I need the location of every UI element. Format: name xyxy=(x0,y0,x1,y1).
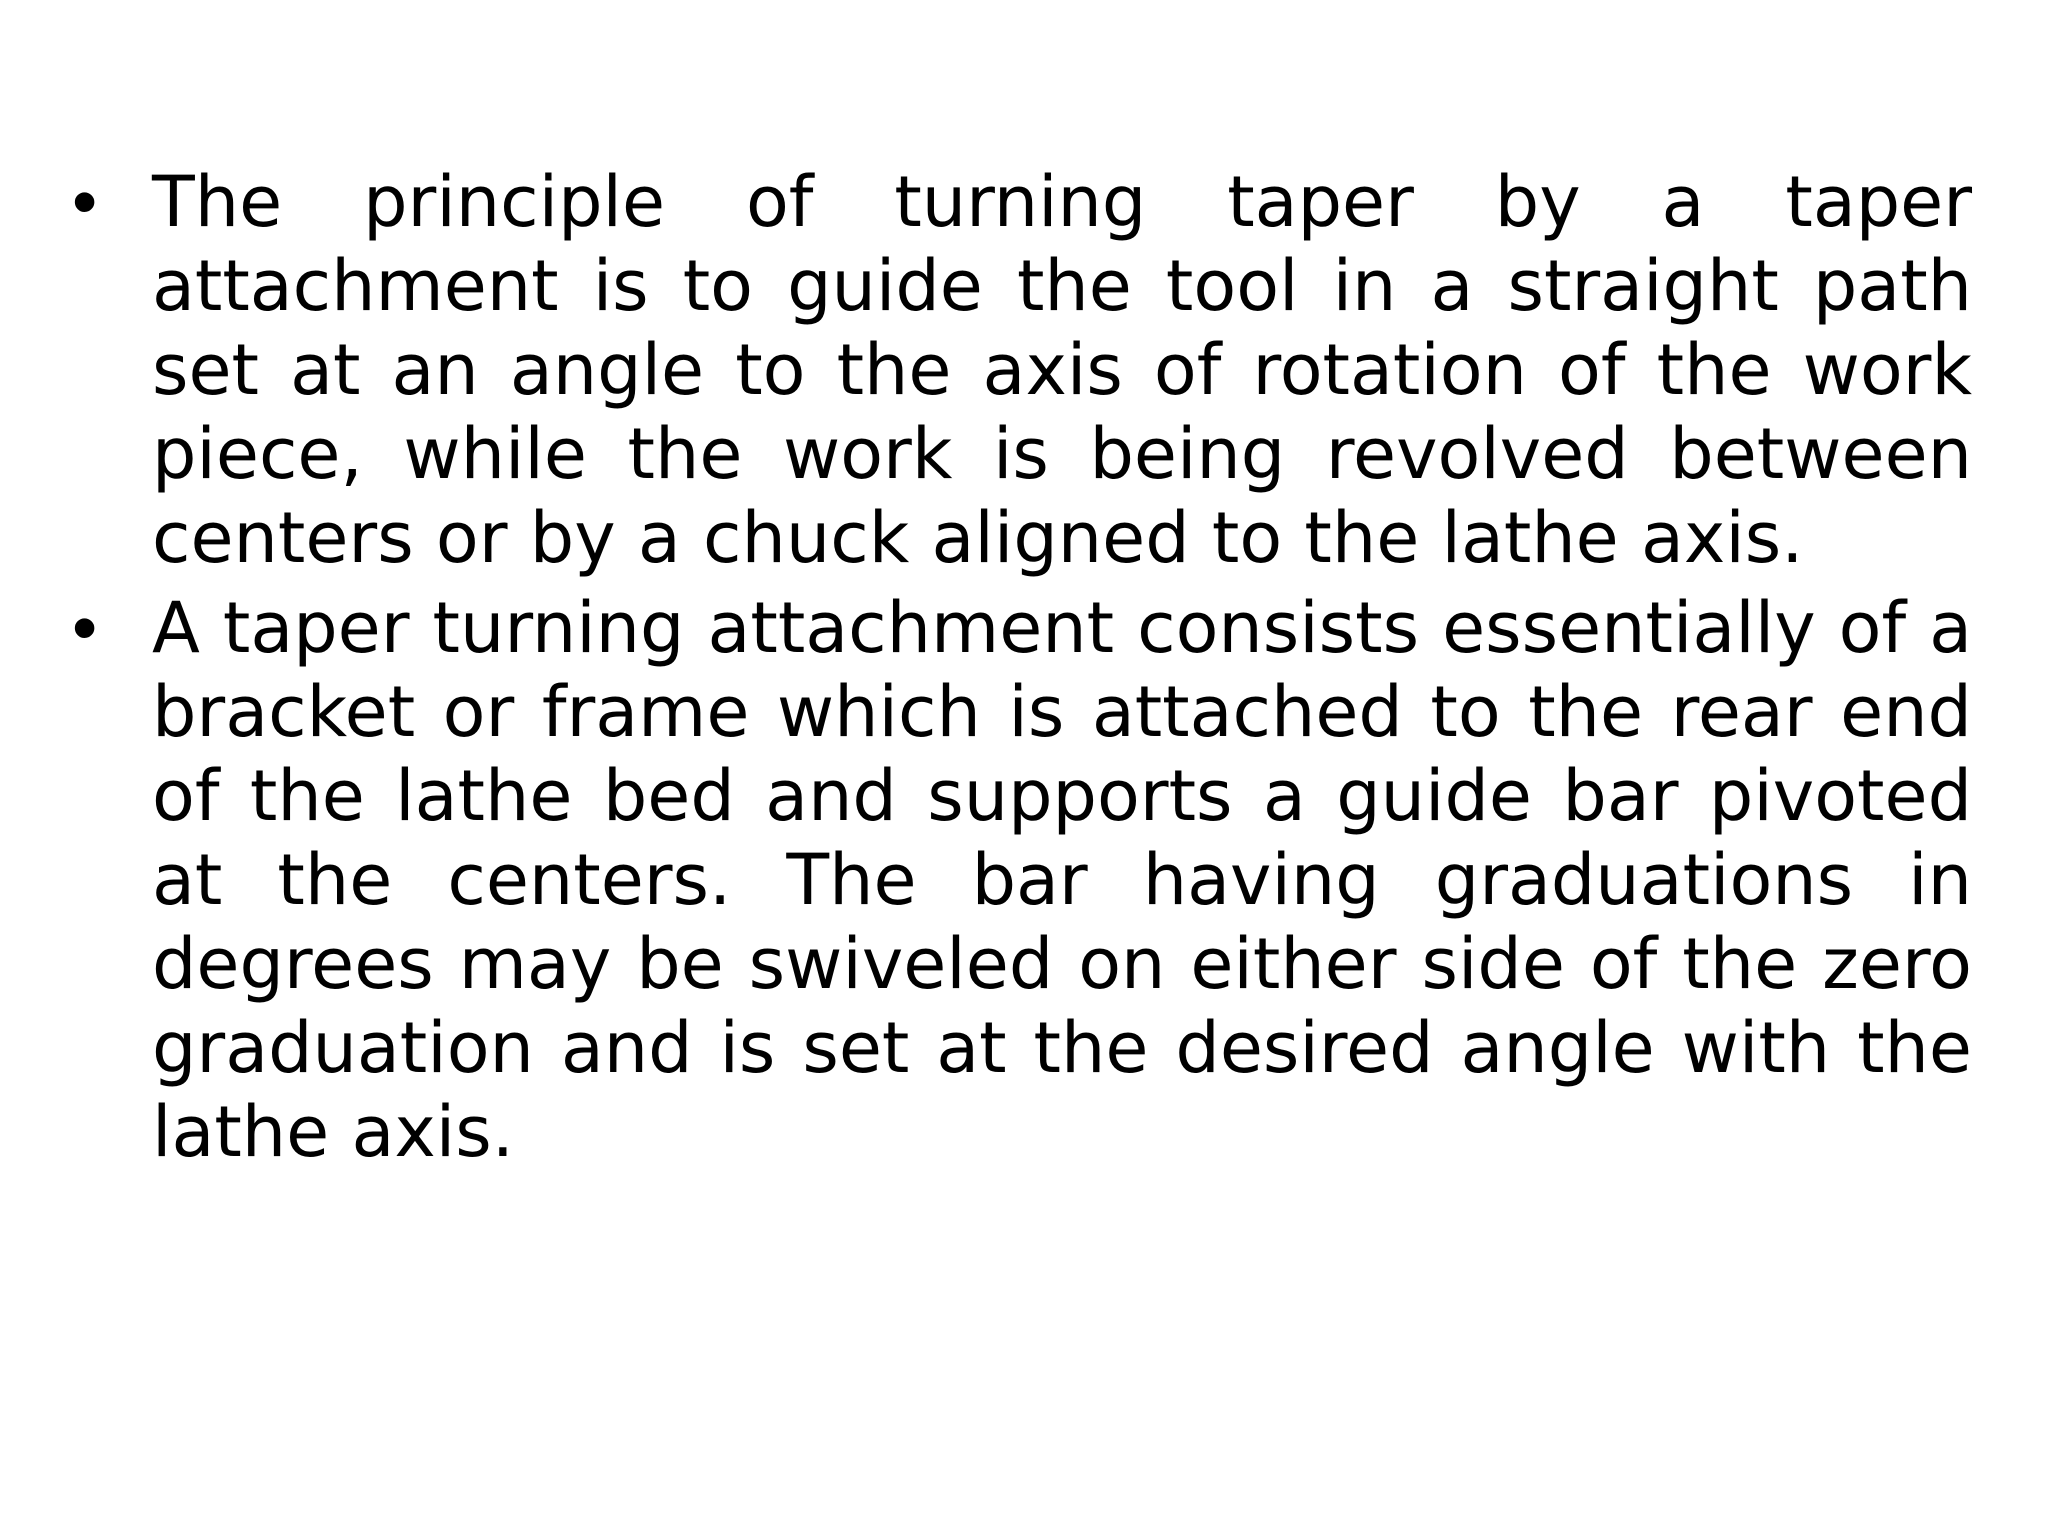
bullet-text-taper-principle: The principle of turning taper by a taper attachment is to guide the tool in a straight path set at an angle to the axis of rotation of the work piece, while the work is being revolved between centers or by a chuck aligned to the lathe axis. xyxy=(152,161,1972,579)
bullet-icon: • xyxy=(72,162,98,242)
bullet-item-taper-principle xyxy=(72,160,1972,580)
bullet-list xyxy=(72,160,1972,1180)
bullet-item-taper-attachment xyxy=(72,586,1972,1174)
bullet-icon: • xyxy=(72,588,98,668)
bullet-text-taper-attachment: A taper turning attachment consists essentially of a bracket or frame which is attached to the rear end of the lathe bed and supports a guide bar pivoted at the centers. The bar having graduations in degrees may be swiveled on either side of the zero graduation and is set at the desired angle with the lathe axis. xyxy=(152,587,1972,1173)
